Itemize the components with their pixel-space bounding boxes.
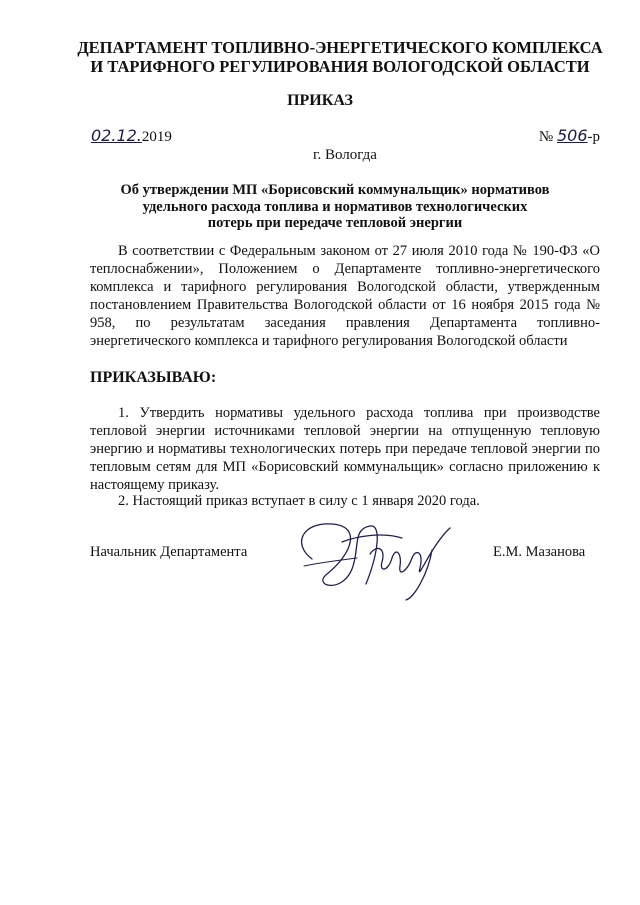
department-header xyxy=(60,38,620,76)
signer-name: Е.М. Мазанова xyxy=(493,544,586,560)
document-type: ПРИКАЗ xyxy=(287,92,353,109)
number-suffix: -р xyxy=(587,129,600,145)
city: г. Вологда xyxy=(313,147,377,163)
subject-line-3: потерь при передаче тепловой энергии xyxy=(207,215,463,231)
document-number xyxy=(539,126,600,146)
subject-line-1: Об утверждении МП «Борисовский коммунальщик» нормативов xyxy=(120,182,550,198)
handwritten-number: 506 xyxy=(556,126,588,145)
preamble-paragraph: В соответствии с Федеральным законом от 27 июля 2010 года № 190-ФЗ «О теплоснабжении», Положением о Департаменте топливно-энергетического комплекса и тарифного регулирования Вологодской области, утвержденным постановлением Правительства Вологодской области от 16 ноября 2015 года № 958, по результатам заседания правления Департамента топливно-энергетического комплекса и тарифного регулирования Вологодской области xyxy=(90,243,600,349)
handwritten-date: 02.12. xyxy=(91,126,142,145)
number-prefix: № xyxy=(538,129,557,145)
subject-line-2: удельного расхода топлива и нормативов технологических xyxy=(142,198,528,215)
date-year: 2019 xyxy=(141,129,172,145)
document-date xyxy=(91,126,172,146)
item-1: 1. Утвердить нормативы удельного расхода топлива при производстве тепловой энергии источниками тепловой энергии на отпущенную тепловую энергию и нормативы технологических потерь при передаче тепловой энергии по тепловым сетям для МП «Борисовский коммунальщик» согласно приложению к настоящему приказу. xyxy=(90,405,600,493)
item-2: 2. Настоящий приказ вступает в силу с 1 января 2020 года. xyxy=(118,493,480,509)
order-word: ПРИКАЗЫВАЮ: xyxy=(90,369,217,386)
header-line-2: И ТАРИФНОГО РЕГУЛИРОВАНИЯ ВОЛОГОДСКОЙ ОБЛАСТИ xyxy=(90,57,590,76)
handwritten-signature xyxy=(282,514,462,604)
signer-position: Начальник Департамента xyxy=(90,544,248,560)
document-subject xyxy=(100,182,570,232)
header-line-1: ДЕПАРТАМЕНТ ТОПЛИВНО-ЭНЕРГЕТИЧЕСКОГО КОМПЛЕКСА xyxy=(77,38,603,57)
